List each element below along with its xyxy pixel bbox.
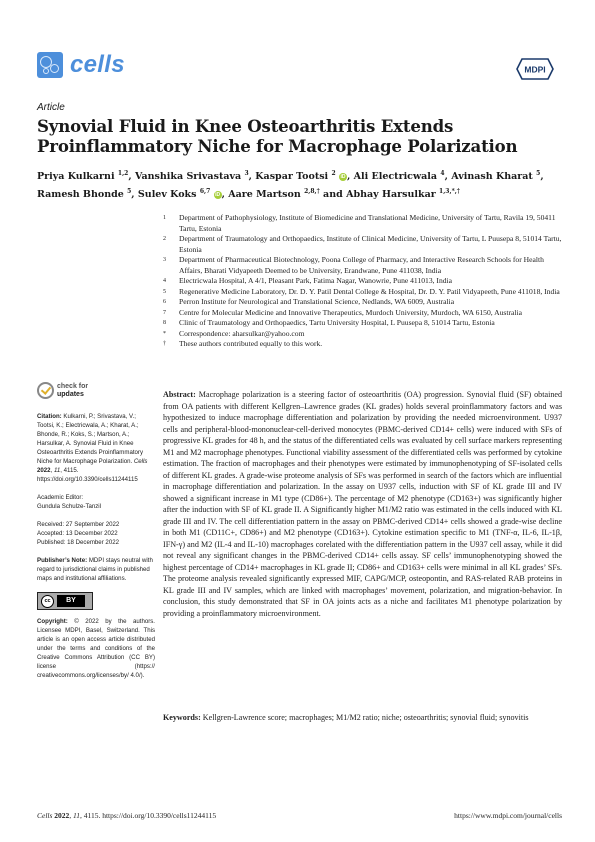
affiliation-item — [163, 308, 563, 319]
affiliation-number: † — [163, 341, 166, 347]
affiliation-number: 4 — [163, 278, 166, 284]
publisher-note-label: Publisher’s Note: — [37, 557, 88, 564]
author-name[interactable]: Sulev Koks — [137, 189, 197, 201]
affiliation-item — [163, 213, 563, 234]
academic-editor — [37, 493, 155, 511]
affiliation-text: Correspondence: aharsulkar@yahoo.com — [179, 328, 305, 338]
journal-name: cells — [70, 51, 125, 78]
authors-and: and — [323, 189, 343, 201]
author-affiliation-sup: 5 — [536, 170, 541, 177]
affiliations — [163, 213, 563, 350]
affiliation-item — [163, 339, 563, 350]
affiliation-number: 5 — [163, 288, 166, 295]
copyright — [37, 617, 155, 680]
author-name[interactable]: Kaspar Tootsi — [255, 171, 329, 183]
by-icon: BY — [57, 595, 85, 607]
affiliation-number: 7 — [163, 309, 166, 316]
affiliation-number: 1 — [163, 215, 166, 221]
abstract — [163, 389, 562, 619]
keywords — [163, 712, 562, 724]
footer-citation: Cells 2022, 11, 4115. https://doi.org/10.3390/cells11244115 — [37, 811, 217, 820]
author-affiliation-sup: 3 — [244, 170, 249, 177]
copyright-label: Copyright: — [37, 618, 68, 625]
affiliation-number: * — [163, 330, 166, 337]
affiliation-number: 6 — [163, 299, 166, 305]
affiliation-number: 2 — [163, 236, 166, 242]
cc-by-license-icon[interactable] — [37, 592, 93, 610]
cc-icon: cc — [41, 595, 54, 608]
cells-logo-icon — [37, 52, 63, 78]
published-date: Published: 18 December 2022 — [37, 539, 119, 546]
author-list: Priya Kulkarni $^{1,2}$, Vanshika Srivastava $^3$, Kaspar Tootsi $^2$ iD , Ali Electricwala $^4$, Avinash Kharat $^5$, Ramesh Bhonde $^5$, Sulev Koks $^{6,7}$ iD , Aare Martson $^{2,8,\dagger}$ and Abhay Harsulkar $^{1,3,*,\dagger}$ — [37, 170, 544, 201]
footer-journal-url[interactable]: https://www.mdpi.com/journal/cells — [454, 811, 562, 820]
author-name[interactable]: Vanshika Srivastava — [134, 171, 242, 183]
footer-year: 2022 — [54, 811, 70, 820]
footer-volume: 11 — [73, 811, 80, 820]
received-date: Received: 27 September 2022 — [37, 521, 120, 528]
affiliation-text: Department of Pathophysiology, Institute of Biomedicine and Translational Medicine, University of Tartu, Ravila 19, 50411 Tartu, Estonia — [179, 213, 556, 233]
affiliation-text: Centre for Molecular Medicine and Innovative Therapeutics, Murdoch University, Murdoch, WA 6150, Australia — [179, 307, 522, 317]
citation-text: Kulkarni, P.; Srivastava, V.; Tootsi, K.; Electricwala, A.; Kharat, A.; Bhonde, R.; Koks, S.; Martson, A.; Harsulkar, A. Synovial Fluid in Knee Osteoarthritis Extends Proinflammatory Niche for Macrophage Polarization. — [37, 413, 144, 465]
journal-header — [37, 51, 125, 79]
orcid-icon[interactable]: iD — [340, 174, 346, 181]
affiliation-item — [163, 287, 563, 298]
author-affiliation-sup: 2,8,† — [304, 188, 320, 196]
publisher-note-text: MDPI stays neutral with regard to jurisdictional claims in published maps and institutional affiliations. — [37, 557, 153, 582]
affiliation-item — [163, 255, 563, 276]
author-affiliation-sup: 1,2 — [117, 170, 129, 177]
affiliation-number: 8 — [163, 320, 166, 326]
check-for-updates[interactable] — [37, 382, 88, 399]
author-affiliation-sup: 1,3,*,† — [439, 188, 460, 196]
footer-journal: Cells — [37, 811, 53, 820]
author-affiliation-sup: 4 — [440, 170, 445, 177]
citation-year: 2022 — [37, 467, 51, 474]
dates — [37, 520, 155, 547]
mdpi-logo-icon — [516, 58, 554, 80]
author-name[interactable]: Aare Martson — [228, 189, 301, 201]
affiliation-item — [163, 276, 563, 287]
affiliation-item — [163, 234, 563, 255]
affiliation-item — [163, 297, 563, 308]
copyright-text: © 2022 by the authors. Licensee MDPI, Basel, Switzerland. This article is an open access article distributed under the terms and conditions of the Creative Commons Attribution (CC BY) license (https:// creativecommons.org/licenses/by/ 4.0/). — [37, 618, 155, 679]
article-title: Synovial Fluid in Knee Osteoarthritis Extends Proinflammatory Niche for Macrophage Polarization — [37, 116, 518, 156]
page-footer — [37, 811, 562, 820]
affiliation-text: Department of Pharmaceutical Biotechnology, Poona College of Pharmacy, and Interactive Research Schools for Health Affairs, Bharati Vidyapeeth Deemed to be University, Erandwane, Pune 411038, India — [179, 255, 544, 275]
author-name[interactable]: Abhay Harsulkar — [346, 189, 436, 201]
abstract-text: Macrophage polarization is a steering factor of osteoarthritis (OA) progression. Synovial fluid (SF) obtained from OA patients with different Kellgren–Lawrence grades (KL grades) holds several proinflammatory factors and was hypothesized to induce macrophage differentiation and polarization by providing the needed microenvironment. U937 cells and peripheral-blood-mononuclear-cell-derived monocytes (PBMC-derived CD14+ cells) were induced with SFs of progressive KL grades for 48 h, and the status of the differentiated cells was evaluated by cell surface markers representing M1 and M2 macrophage phenotypes. Functional viability assessment of the differentiated cells was performed by cytokine estimation. The fraction of macrophages and their phenotypes were estimated by immunophenotyping of SF-isolated cells of different KL grades. A grade-wise proteome analysis of SFs was performed in search of the factors which are influential in macrophage differentiation and polarization. In the assay on U937 cells, induction with SF of KL grade III and IV showed a significant increase in M1 type (CD86+). The percentage of M2 phenotype (CD163+) was significantly higher after the induction with SF of KL grade II. A Significantly higher M1/M2 ratio was estimated in the cells induced with KL grade III and IV. The cell differentiation pattern in the assay on PBMC-derived CD14+ cells showed a grade-wise decline in both M1 (CD11C+, CD86+) and M2 phenotype (CD163+). Cytokine estimation specific to M1 (TNF-α, IL-6, IL-1β, IFN-γ) and M2 (IL-4 and IL-10) macrophages corelated with the differentiation pattern in the U937 cell assay, while it did not reveal any significant changes in the PBMC-derived CD14+ cells assay. SF cells’ immunophenotyping showed the highest percentage of CD14+ macrophages in KL grade II; CD86+ and CD163+ cells were minimal in all KL grades’ SFs. The proteome analysis revealed significantly expressed MIF, CAPG/MCP, osteopontin, and RAS-related RAB proteins in KL grade III and IV samples, which are linked with macrophages’ movement, polarization, and migration-behavior. In conclusion, this study demonstrated that SF in OA joints acts as a niche and facilitates M1 phenotype polarization by providing a proinflammatory microenvironment. — [163, 390, 563, 618]
author-affiliation-sup: 5 — [127, 188, 132, 196]
citation-journal: Cells — [133, 458, 148, 465]
accepted-date: Accepted: 13 December 2022 — [37, 530, 118, 537]
author-affiliation-sup: 6,7 — [199, 188, 211, 196]
author-name[interactable]: Ali Electricwala — [353, 171, 438, 183]
citation-label: Citation: — [37, 413, 62, 420]
affiliation-text: Electricwala Hospital, A 4/1, Pleasant Park, Fatima Nagar, Wanowrie, Pune 411013, India — [179, 276, 453, 285]
check-updates-line1: check for — [57, 383, 89, 390]
citation: Citation: Kulkarni, P.; Srivastava, V.; Tootsi, K.; Electricwala, A.; Kharat, A.; Bhonde, R.; Koks, S.; Martson, A.; Harsulkar, A. Synovial Fluid in Knee Osteoarthritis Extends Proinflammatory Niche for Macrophage Polarization. Cells 2022, 11, 4115. https://doi.org/10.3390/cells11244115 — [37, 413, 148, 483]
footer-doi[interactable]: , 4115. https://doi.org/10.3390/cells11244115 — [80, 811, 217, 820]
affiliation-text: Clinic of Traumatology and Orthopaedics, Tartu University Hospital, L Puusepa 8, 51014 Tartu, Estonia — [179, 318, 495, 327]
publisher-note — [37, 556, 155, 583]
citation-doi[interactable]: , 4115. https://doi.org/10.3390/cells11244115 — [37, 467, 138, 483]
article-type: Article — [37, 102, 65, 113]
citation-volume: 11 — [53, 467, 61, 474]
orcid-icon[interactable]: iD — [215, 192, 221, 199]
article-sidebar — [37, 412, 155, 689]
keywords-label: Keywords: — [163, 713, 201, 722]
affiliation-text: Department of Traumatology and Orthopaedics, Institute of Clinical Medicine, University of Tartu, L Puusepa 8, 51014 Tartu, Estonia — [179, 234, 562, 254]
affiliation-text: Regenerative Medicine Laboratory, Dr. D. Y. Patil Dental College & Hospital, Dr. D. Y. Patil Vidyapeeth, Pune 411018, India — [179, 286, 560, 296]
affiliation-number: 3 — [163, 257, 166, 263]
affiliation-item — [163, 329, 563, 340]
check-for-updates-icon — [37, 382, 54, 399]
author-name[interactable]: Avinash Kharat — [451, 171, 533, 183]
check-updates-line2: updates — [57, 390, 84, 398]
affiliation-text: Perron Institute for Neurological and Translational Science, Nedlands, WA 6009, Australia — [179, 297, 455, 306]
abstract-label: Abstract: — [163, 390, 196, 399]
author-name[interactable]: Priya Kulkarni — [37, 171, 115, 183]
affiliation-item — [163, 318, 563, 329]
author-affiliation-sup: 2 — [331, 170, 336, 177]
author-name[interactable]: Ramesh Bhonde — [37, 189, 124, 201]
editor-name: Gundula Schulze-Tanzil — [37, 503, 102, 510]
affiliation-text: These authors contributed equally to this work. — [179, 339, 323, 348]
publisher-logo-text: MDPI — [524, 64, 546, 75]
editor-label: Academic Editor: — [37, 494, 84, 501]
keywords-text: Kellgren-Lawrence score; macrophages; M1/M2 ratio; niche; osteoarthritis; synovial fluid; synovitis — [202, 713, 529, 722]
